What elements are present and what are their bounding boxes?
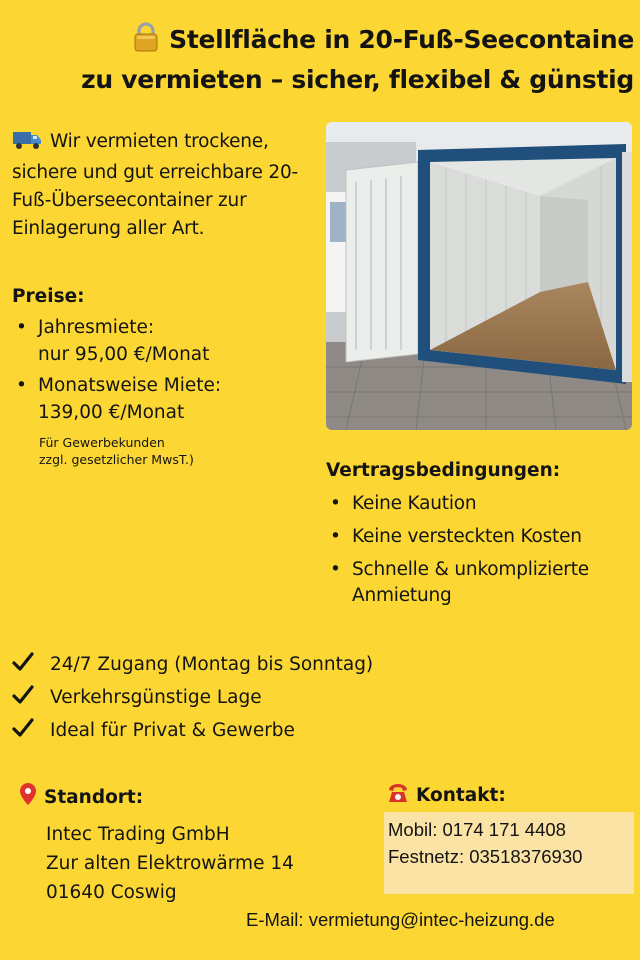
price-value: nur 95,00 €/Monat — [38, 344, 210, 365]
contact-heading: Kontakt: — [416, 785, 506, 806]
prices-heading: Preise: — [12, 286, 85, 307]
price-item-monthly — [12, 372, 312, 426]
title-line-1 — [0, 22, 634, 62]
email-address[interactable]: E-Mail: vermietung@intec-heizung.de — [246, 909, 555, 930]
phone-icon — [386, 782, 410, 812]
location-section — [18, 782, 358, 907]
contract-heading: Vertragsbedingungen: — [326, 460, 561, 481]
price-item-yearly — [12, 314, 312, 368]
location-heading: Standort: — [44, 787, 144, 808]
feature-text: Verkehrsgünstige Lage — [50, 687, 262, 708]
price-note-line-2: zzgl. gesetzlicher MwsT.) — [39, 452, 194, 467]
contract-list — [326, 491, 640, 609]
prices-section — [12, 284, 312, 468]
features-list — [12, 648, 373, 747]
check-icon — [12, 685, 50, 710]
street-address: Zur alten Elektrowärme 14 — [46, 853, 294, 874]
price-label: • Jahresmiete: — [38, 317, 155, 338]
feature-item — [12, 648, 373, 681]
contact-box — [384, 812, 634, 894]
truck-icon — [12, 130, 42, 159]
price-label: • Monatsweise Miete: — [38, 375, 222, 396]
contact-heading-row — [386, 782, 506, 812]
city-address: 01640 Coswig — [46, 882, 177, 903]
price-note — [12, 434, 312, 468]
company-name: Intec Trading GmbH — [46, 824, 230, 845]
price-list — [12, 314, 312, 426]
feature-item — [12, 714, 373, 747]
intro-text — [12, 128, 322, 243]
pin-icon — [18, 782, 38, 814]
title-line-2: zu vermieten – sicher, flexibel & günstig — [81, 65, 634, 94]
price-note-line-1: Für Gewerbekunden — [39, 435, 165, 450]
address-block — [18, 820, 358, 907]
title-text-1: Stellfläche in 20-Fuß-Seecontaine — [169, 25, 634, 54]
location-heading-row — [18, 782, 358, 814]
list-item: • Keine versteckten Kosten — [326, 524, 640, 550]
list-item: • Keine Kaution — [326, 491, 640, 517]
feature-text: 24/7 Zugang (Montag bis Sonntag) — [50, 654, 374, 675]
landline-number[interactable]: Festnetz: 03518376930 — [388, 846, 583, 867]
price-value: 139,00 €/Monat — [38, 402, 185, 423]
feature-item — [12, 681, 373, 714]
page-title — [0, 22, 640, 98]
contract-section — [326, 458, 640, 609]
intro-body: Wir vermieten trockene, sichere und gut erreichbare 20-Fuß-Überseecontainer zur Einlagerung aller Art. — [12, 131, 299, 239]
list-item: • Schnelle & unkomplizierte Anmietung — [326, 557, 640, 609]
container-photo — [326, 122, 632, 430]
feature-text: Ideal für Privat & Gewerbe — [50, 720, 295, 741]
lock-icon — [133, 22, 159, 62]
check-icon — [12, 718, 50, 743]
mobile-number[interactable]: Mobil: 0174 171 4408 — [388, 819, 566, 840]
check-icon — [12, 652, 50, 677]
